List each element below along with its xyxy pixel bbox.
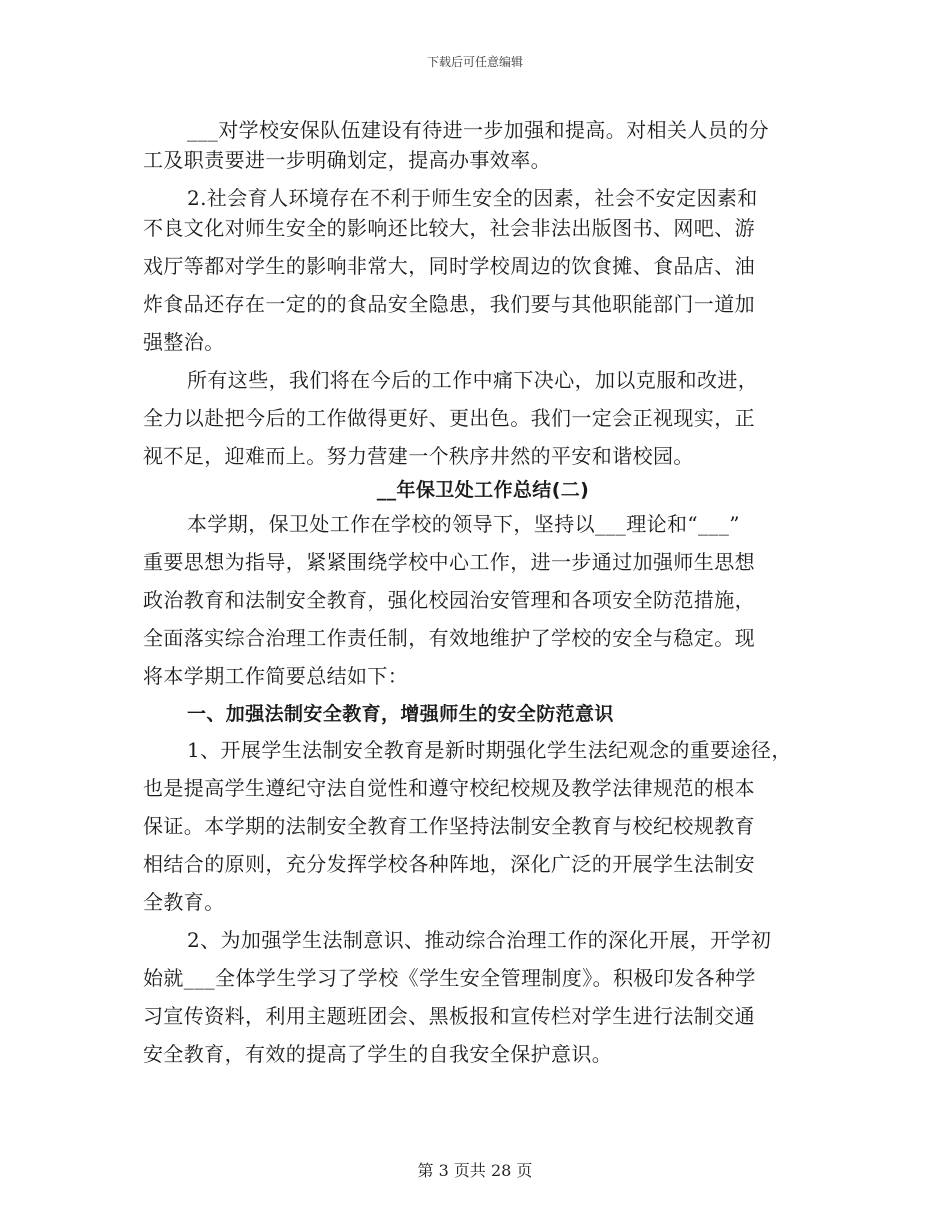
page-number-footer: 第 3 页共 28 页 [417,1161,533,1180]
paragraph-line: 也是提高学生遵纪守法自觉性和遵守校纪校规及教学法律规范的根本 [143,776,755,800]
paragraph-line: 始就___全体学生学习了学校《学生安全管理制度》。积极印发各种学 [143,966,756,990]
page-header: 下载后可任意编辑 [426,55,523,69]
paragraph-line: 政治教育和法制安全教育，强化校园治安管理和各项安全防范措施， [143,588,755,612]
paragraph-line: 所有这些，我们将在今后的工作中痛下决心，加以克服和改进， [187,368,759,392]
paragraph-line: 视不足，迎难而上。努力营建一个秩序井然的平安和谐校园。 [143,444,694,468]
paragraph-line: 2.社会育人环境存在不利于师生安全的因素，社会不安定因素和 [187,186,758,210]
document-body [143,115,823,1069]
paragraph-line: 本学期，保卫处工作在学校的领导下，坚持以___理论和“___” [187,512,740,536]
paragraph-line: 将本学期工作简要总结如下： [143,664,409,688]
paragraph-line: 1、开展学生法制安全教育是新时期强化学生法纪观念的重要途径， [187,738,792,762]
section-title: __年保卫处工作总结(二) [376,479,590,501]
paragraph-line: 戏厅等都对学生的影响非常大，同时学校周边的饮食摊、食品店、油 [143,254,755,278]
paragraph-line: 习宣传资料，利用主题班团会、黑板报和宣传栏对学生进行法制交通 [143,1004,755,1028]
paragraph-line: 全面落实综合治理工作责任制，有效地维护了学校的安全与稳定。现 [143,626,755,650]
paragraph-line: 保证。本学期的法制安全教育工作坚持法制安全教育与校纪校规教育 [143,814,755,838]
paragraph-line: 全力以赴把今后的工作做得更好、更出色。我们一定会正视现实，正 [143,406,755,430]
paragraph-line: ___对学校安保队伍建设有待进一步加强和提高。对相关人员的分 [187,118,769,142]
paragraph-line: 不良文化对师生安全的影响还比较大，社会非法出版图书、网吧、游 [143,216,755,240]
paragraph-line: 工及职责要进一步明确划定，提高办事效率。 [143,148,551,172]
paragraph-line: 强整治。 [143,330,225,354]
paragraph-line: 安全教育，有效的提高了学生的自我安全保护意识。 [143,1042,613,1066]
paragraph-line: 重要思想为指导，紧紧围绕学校中心工作，进一步通过加强师生思想 [143,550,755,574]
paragraph-line: 相结合的原则，充分发挥学校各种阵地，深化广泛的开展学生法制安 [143,852,755,876]
paragraph-line: 炸食品还存在一定的的食品安全隐患，我们要与其他职能部门一道加 [143,292,755,316]
paragraph-line: 全教育。 [143,890,225,914]
paragraph-line: 2、为加强学生法制意识、推动综合治理工作的深化开展，开学初 [187,928,772,952]
subsection-heading: 一、加强法制安全教育，增强师生的安全防范意识 [187,703,614,725]
